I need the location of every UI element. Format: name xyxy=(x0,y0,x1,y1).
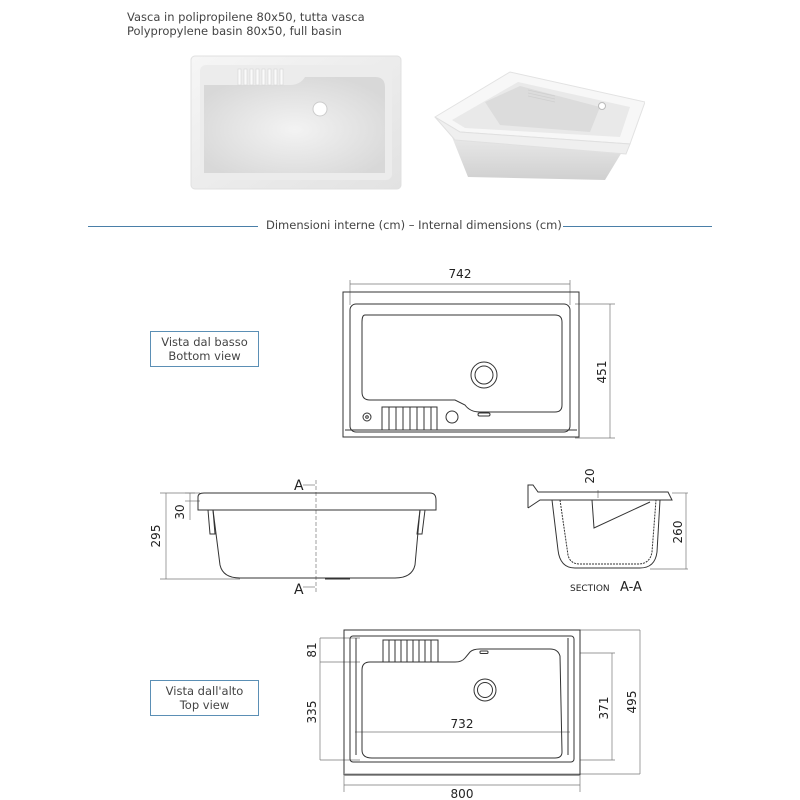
drain-hole-icon xyxy=(313,102,327,116)
sink-perspective-photo xyxy=(430,62,645,180)
title-italian: Vasca in polipropilene 80x50, tutta vasca xyxy=(127,10,365,24)
dim-800: 800 xyxy=(450,787,474,800)
dim-371: 371 xyxy=(597,696,611,720)
bottom-view-label-en: Bottom view xyxy=(168,349,241,363)
section-a-a-drawing xyxy=(510,460,710,600)
dim-451: 451 xyxy=(595,360,609,384)
section-marker-a-bottom: A xyxy=(294,582,304,598)
dim-30: 30 xyxy=(173,504,187,520)
section-label-prefix: SECTION xyxy=(570,584,610,594)
section-header-text: Dimensioni interne (cm) – Internal dimensions (cm) xyxy=(266,218,562,232)
dim-260: 260 xyxy=(671,520,685,544)
side-view-drawing xyxy=(140,470,460,600)
product-title xyxy=(127,10,365,38)
header-divider-left xyxy=(88,226,258,227)
top-view-label xyxy=(150,680,259,716)
dim-742: 742 xyxy=(448,267,472,281)
section-header xyxy=(88,218,712,236)
bottom-view-drawing xyxy=(330,260,620,450)
dim-495: 495 xyxy=(625,690,639,714)
sink-top-photo xyxy=(190,55,402,190)
title-english: Polypropylene basin 80x50, full basin xyxy=(127,24,342,38)
dim-81: 81 xyxy=(305,642,319,658)
section-label-suffix: A-A xyxy=(620,580,642,595)
bottom-view-label xyxy=(150,331,259,367)
top-view-label-en: Top view xyxy=(179,698,230,712)
dim-295: 295 xyxy=(149,524,163,548)
top-view-label-it: Vista dall'alto xyxy=(165,684,244,698)
section-marker-a-top: A xyxy=(294,478,304,494)
dim-20: 20 xyxy=(583,468,597,484)
top-view-drawing xyxy=(290,620,670,800)
bottom-view-label-it: Vista dal basso xyxy=(161,335,248,349)
dim-335: 335 xyxy=(305,700,319,724)
dim-732: 732 xyxy=(450,717,474,731)
header-divider-right xyxy=(563,226,712,227)
